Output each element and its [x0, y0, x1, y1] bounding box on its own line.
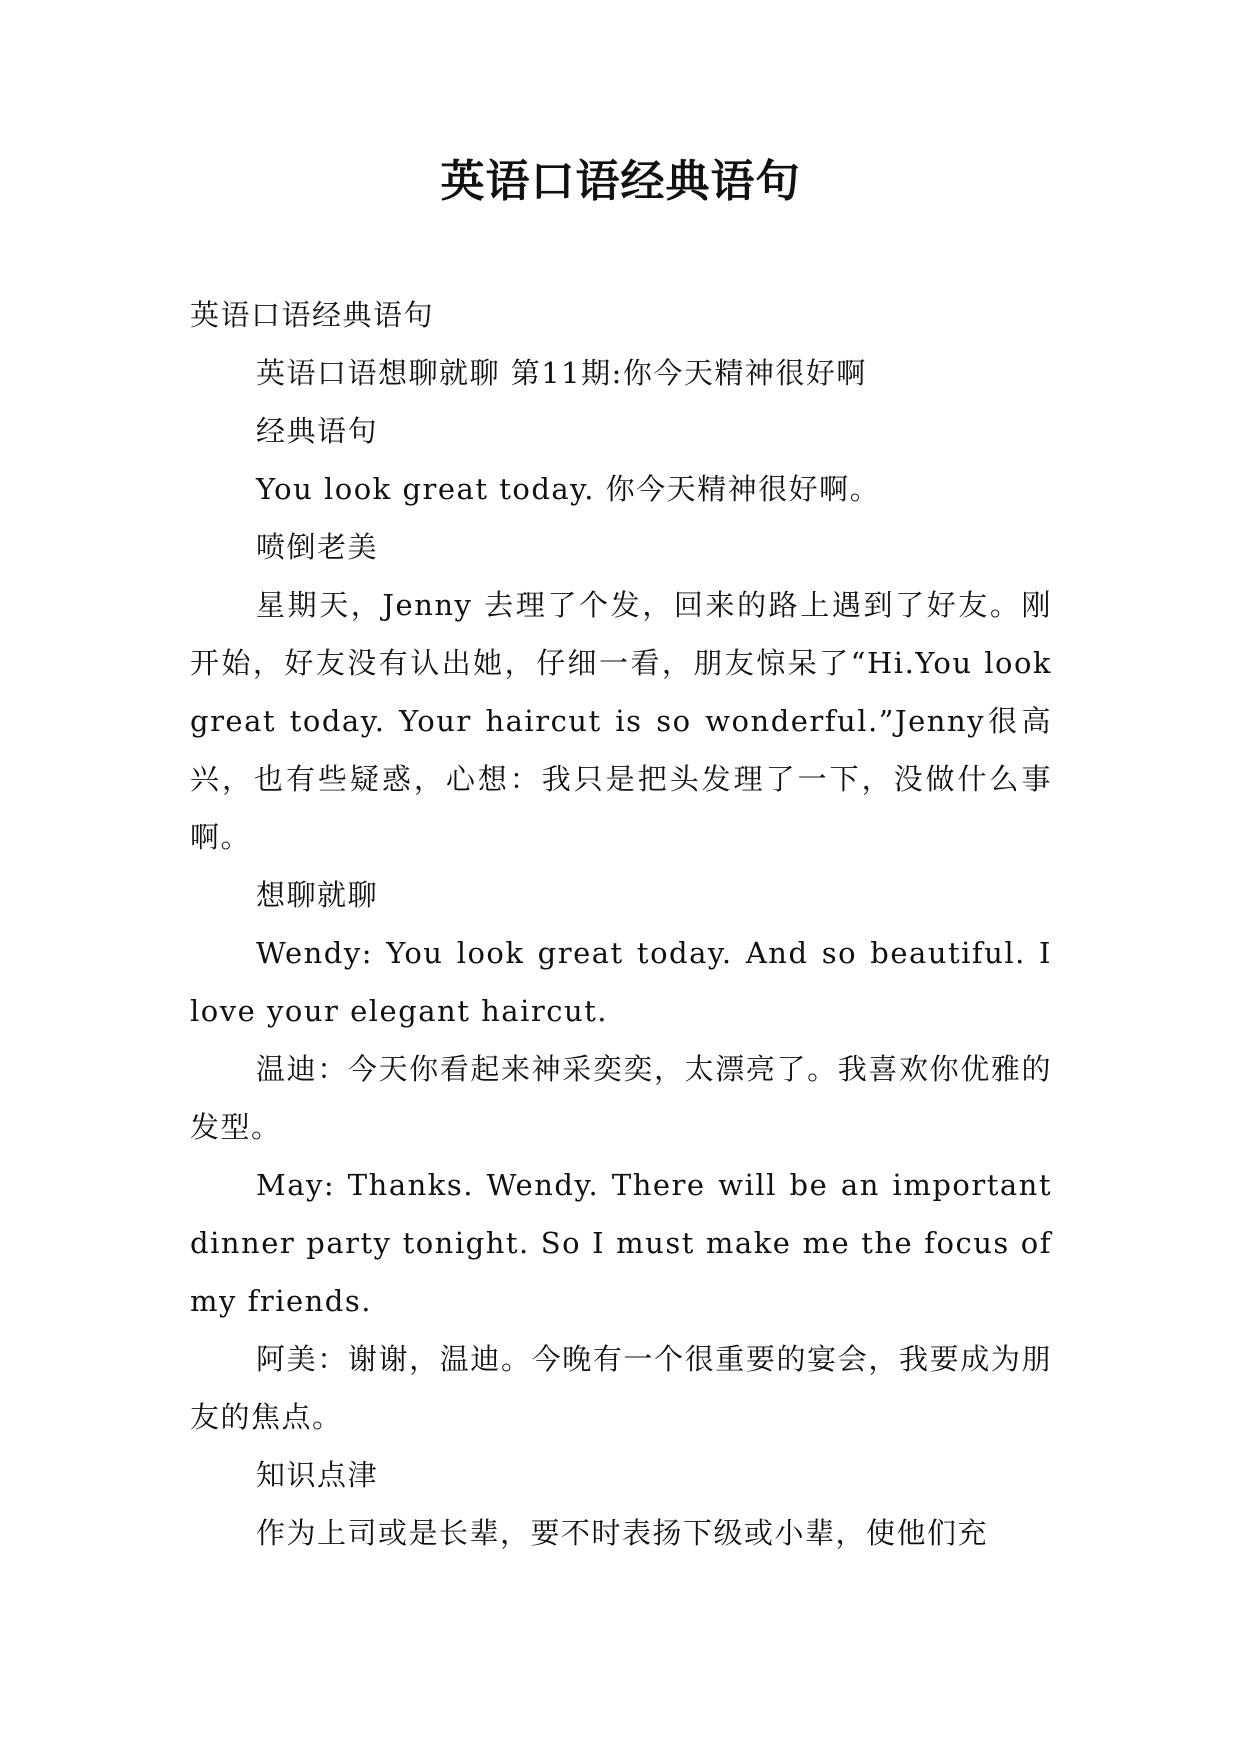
section-heading-dialogue: 想聊就聊: [256, 878, 379, 912]
section-heading-knowledge: 知识点津: [256, 1458, 379, 1492]
paragraph-episode-title: 英语口语想聊就聊 第11期:你今天精神很好啊: [256, 356, 867, 390]
document-body: [190, 286, 1052, 1562]
paragraph-dialogue-wendy-en: Wendy: You look great today. And so beautiful. I love your elegant haircut.: [190, 936, 1052, 1028]
document-title: 英语口语经典语句: [440, 156, 801, 207]
paragraph-story: 星期天，Jenny 去理了个发，回来的路上遇到了好友。刚开始，好友没有认出她，仔细一看，朋友惊呆了“Hi.You look great today. Your haircut is so wonderful.”Jenny很高兴，也有些疑惑，心想：我只是把头发理了一下，没做什么事啊。: [190, 588, 1052, 854]
paragraph-dialogue-may-en: May: Thanks. Wendy. There will be an important dinner party tonight. So I must make me the focus of my friends.: [190, 1168, 1052, 1318]
paragraph-dialogue-wendy-zh: 温迪：今天你看起来神采奕奕，太漂亮了。我喜欢你优雅的发型。: [190, 1052, 1052, 1144]
section-heading-classic-sentence: 经典语句: [256, 414, 379, 448]
paragraph-dialogue-may-zh: 阿美：谢谢，温迪。今晚有一个很重要的宴会，我要成为朋友的焦点。: [190, 1342, 1052, 1434]
paragraph-heading: 英语口语经典语句: [190, 298, 435, 332]
section-heading-story: 喷倒老美: [256, 530, 379, 564]
paragraph-knowledge: 作为上司或是长辈，要不时表扬下级或小辈，使他们充: [256, 1516, 989, 1550]
paragraph-key-sentence: You look great today. 你今天精神很好啊。: [256, 472, 881, 506]
